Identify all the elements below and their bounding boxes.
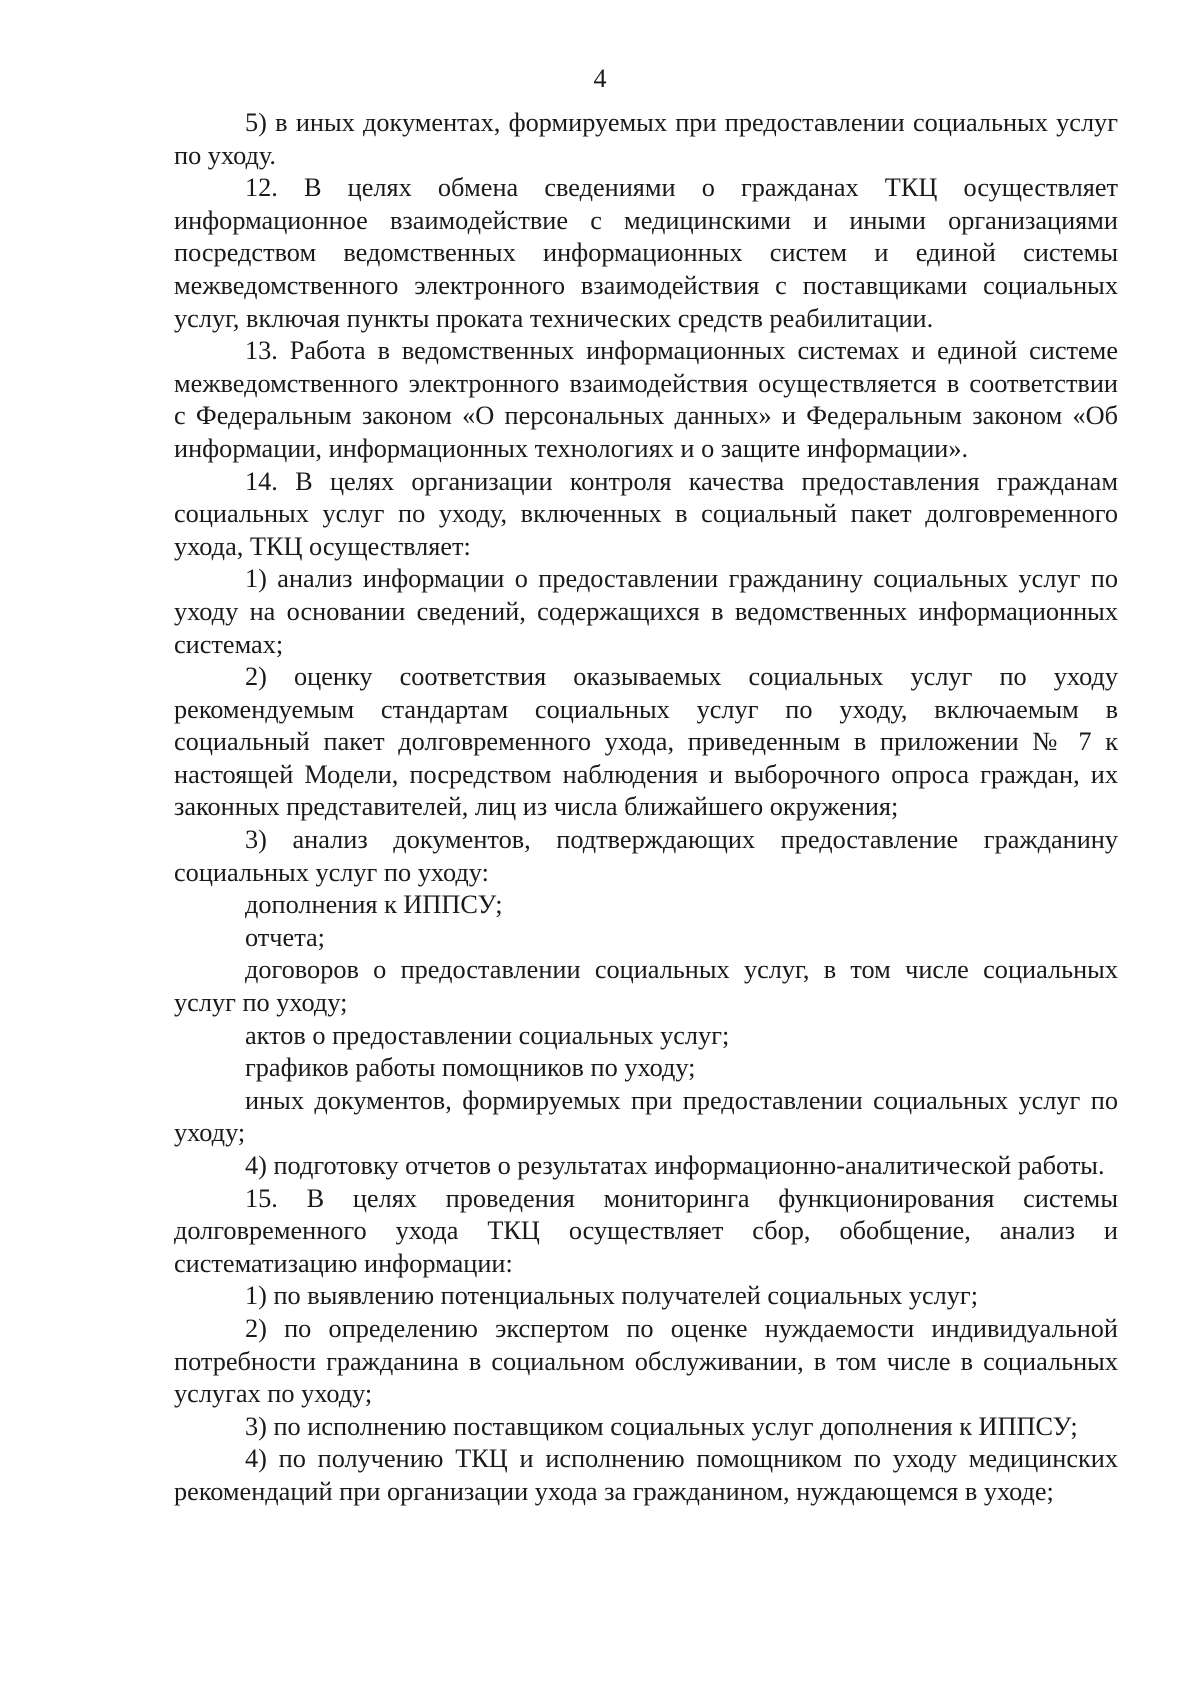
paragraph-item-5-other-documents: 5) в иных документах, формируемых при предоставлении социальных услуг по уходу. <box>174 108 1118 170</box>
list-item-ippsu-supplement: дополнения к ИППСУ; <box>245 890 503 920</box>
list-item-schedules: графиков работы помощников по уходу; <box>245 1053 696 1083</box>
paragraph-15-item-3: 3) по исполнению поставщиком социальных услуг дополнения к ИППСУ; <box>245 1411 1078 1441</box>
paragraph-14-item-2: 2) оценку соответствия оказываемых социальных услуг по уходу рекомендуемым стандартам социальных услуг по уходу, включаемым в социальный пакет долговременного ухода, приведенным в приложении № 7 к настоящей Модели, посредством наблюдения и выборочного опроса граждан, их законных представителей, лиц из числа ближайшего окружения; <box>174 662 1118 822</box>
paragraph-15-monitoring: 15. В целях проведения мониторинга функционирования системы долговременного ухода ТКЦ осуществляет сбор, обобщение, анализ и систематизацию информации: <box>174 1183 1118 1278</box>
list-item-acts: актов о предоставлении социальных услуг; <box>245 1020 730 1050</box>
paragraph-14-item-4: 4) подготовку отчетов о результатах информационно-аналитической работы. <box>245 1151 1105 1180</box>
paragraph-15-item-2: 2) по определению экспертом по оценке нуждаемости индивидуальной потребности гражданина в социальном обслуживании, в том числе в социальных услугах по уходу; <box>174 1313 1118 1409</box>
list-item-other-documents: иных документов, формируемых при предоставлении социальных услуг по уходу; <box>174 1085 1118 1148</box>
paragraph-13-legal-compliance: 13. Работа в ведомственных информационных системах и единой системе межведомственного электронного взаимодействия осуществляется в соответствии с Федеральным законом «О персональных данных» и Федеральным законом «Об информации, информационных технологиях и о защите информации». <box>174 336 1118 463</box>
paragraph-15-item-1: 1) по выявлению потенциальных получателей социальных услуг; <box>245 1281 979 1311</box>
page-number: 4 <box>593 64 607 93</box>
paragraph-14-item-1: 1) анализ информации о предоставлении гражданину социальных услуг по уходу на основании сведений, содержащихся в ведомственных информационных системах; <box>174 564 1118 659</box>
list-item-report: отчета; <box>245 922 325 952</box>
document-body <box>174 107 1118 1509</box>
list-item-contracts: договоров о предоставлении социальных услуг, в том числе социальных услуг по уходу; <box>174 955 1118 1018</box>
paragraph-15-item-4: 4) по получению ТКЦ и исполнению помощником по уходу медицинских рекомендаций при организации ухода за гражданином, нуждающемся в уходе; <box>174 1444 1118 1506</box>
paragraph-12-information-exchange: 12. В целях обмена сведениями о гражданах ТКЦ осуществляет информационное взаимодействие с медицинскими и иными организациями посредством ведомственных информационных систем и единой системы межведомственного электронного взаимодействия с поставщиками социальных услуг, включая пункты проката технических средств реабилитации. <box>174 173 1118 333</box>
paragraph-14-quality-control: 14. В целях организации контроля качества предоставления гражданам социальных услуг по уходу, включенных в социальный пакет долговременного ухода, ТКЦ осуществляет: <box>174 466 1118 561</box>
paragraph-14-item-3: 3) анализ документов, подтверждающих предоставление гражданину социальных услуг по уходу: <box>174 825 1118 887</box>
